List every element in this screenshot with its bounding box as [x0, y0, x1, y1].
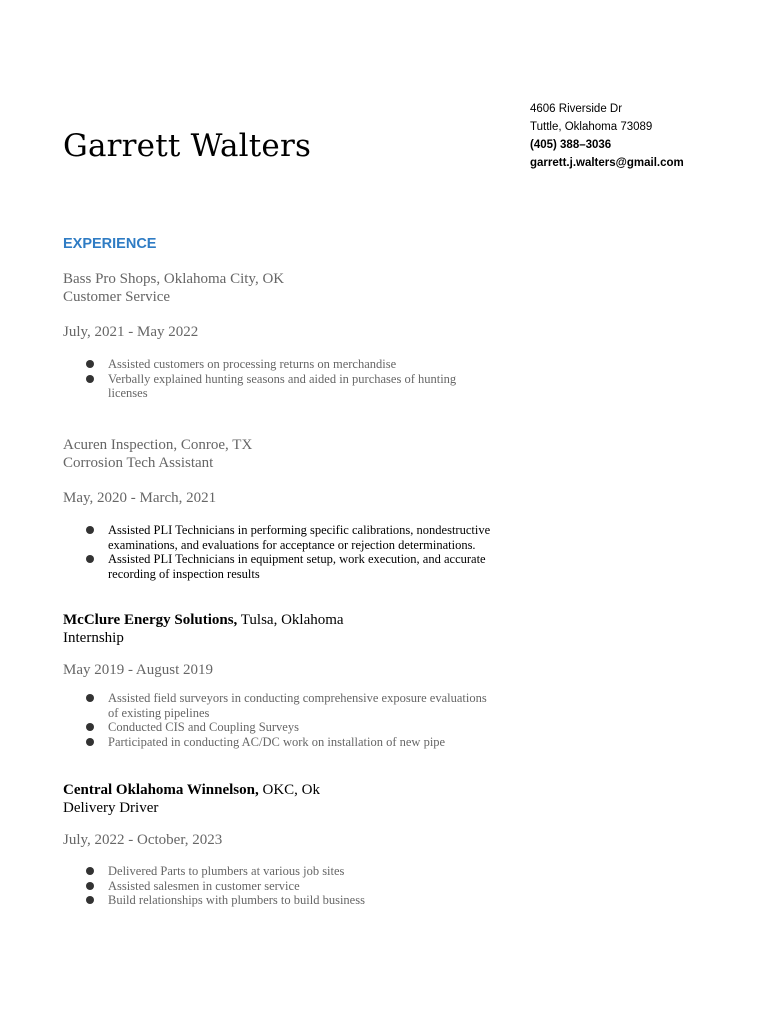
bullet-icon [86, 882, 94, 890]
bullet-icon [86, 723, 94, 731]
job-bullet: Conducted CIS and Coupling Surveys [63, 720, 493, 735]
contact-email: garrett.j.walters@gmail.com [530, 157, 684, 169]
candidate-name: Garrett Walters [63, 128, 312, 164]
bullet-icon [86, 526, 94, 534]
bullet-icon [86, 555, 94, 563]
job-company: McClure Energy Solutions, [63, 612, 238, 628]
job-bullet: Assisted salesmen in customer service [63, 879, 493, 894]
job-bullet: Assisted PLI Technicians in equipment setup, work execution, and accurate recording of inspection results [63, 552, 493, 581]
job-bullets [63, 864, 493, 908]
contact-city: Tuttle, Oklahoma 73089 [530, 121, 653, 133]
job-role: Corrosion Tech Assistant [63, 455, 214, 471]
job-entry-bass-pro [63, 270, 493, 401]
job-entry-winnelson [63, 781, 493, 908]
job-bullet: Assisted PLI Technicians in performing specific calibrations, nondestructive examinations, and evaluations for acceptance or rejection determinations. [63, 523, 493, 552]
job-role: Customer Service [63, 289, 171, 305]
job-location: Tulsa, Oklahoma [237, 612, 344, 628]
job-dates: July, 2022 - October, 2023 [63, 832, 223, 848]
job-company: Central Oklahoma Winnelson, [63, 782, 259, 798]
job-entry-acuren [63, 436, 493, 581]
experience-heading: EXPERIENCE [63, 236, 157, 252]
contact-street: 4606 Riverside Dr [530, 103, 623, 115]
job-company: Acuren Inspection, [63, 437, 178, 453]
contact-block [530, 100, 750, 172]
bullet-icon [86, 375, 94, 383]
job-company-line [63, 611, 493, 629]
job-bullet: Participated in conducting AC/DC work on installation of new pipe [63, 735, 493, 750]
job-bullet: Build relationships with plumbers to build business [63, 893, 493, 908]
bullet-icon [86, 738, 94, 746]
job-entry-mcclure [63, 611, 493, 749]
job-location: OKC, Ok [258, 782, 320, 798]
job-role: Delivery Driver [63, 800, 159, 816]
job-company-line [63, 270, 493, 288]
job-bullets [63, 523, 493, 581]
job-bullets [63, 357, 493, 401]
job-bullets [63, 691, 493, 749]
job-company: Bass Pro Shops, [63, 271, 161, 287]
bullet-icon [86, 694, 94, 702]
job-bullet: Assisted field surveyors in conducting comprehensive exposure evaluations of existing pipelines [63, 691, 493, 720]
job-bullet: Verbally explained hunting seasons and aided in purchases of hunting licenses [63, 372, 493, 401]
job-location: Oklahoma City, OK [160, 271, 285, 287]
job-bullet: Assisted customers on processing returns on merchandise [63, 357, 493, 372]
job-company-line [63, 781, 493, 799]
bullet-icon [86, 360, 94, 368]
job-dates: May 2019 - August 2019 [63, 662, 213, 678]
job-bullet: Delivered Parts to plumbers at various job sites [63, 864, 493, 879]
job-location: Conroe, TX [177, 437, 253, 453]
job-dates: July, 2021 - May 2022 [63, 324, 199, 340]
contact-phone: (405) 388–3036 [530, 139, 612, 151]
job-dates: May, 2020 - March, 2021 [63, 490, 217, 506]
job-role: Internship [63, 630, 124, 646]
bullet-icon [86, 867, 94, 875]
bullet-icon [86, 896, 94, 904]
job-company-line [63, 436, 493, 454]
